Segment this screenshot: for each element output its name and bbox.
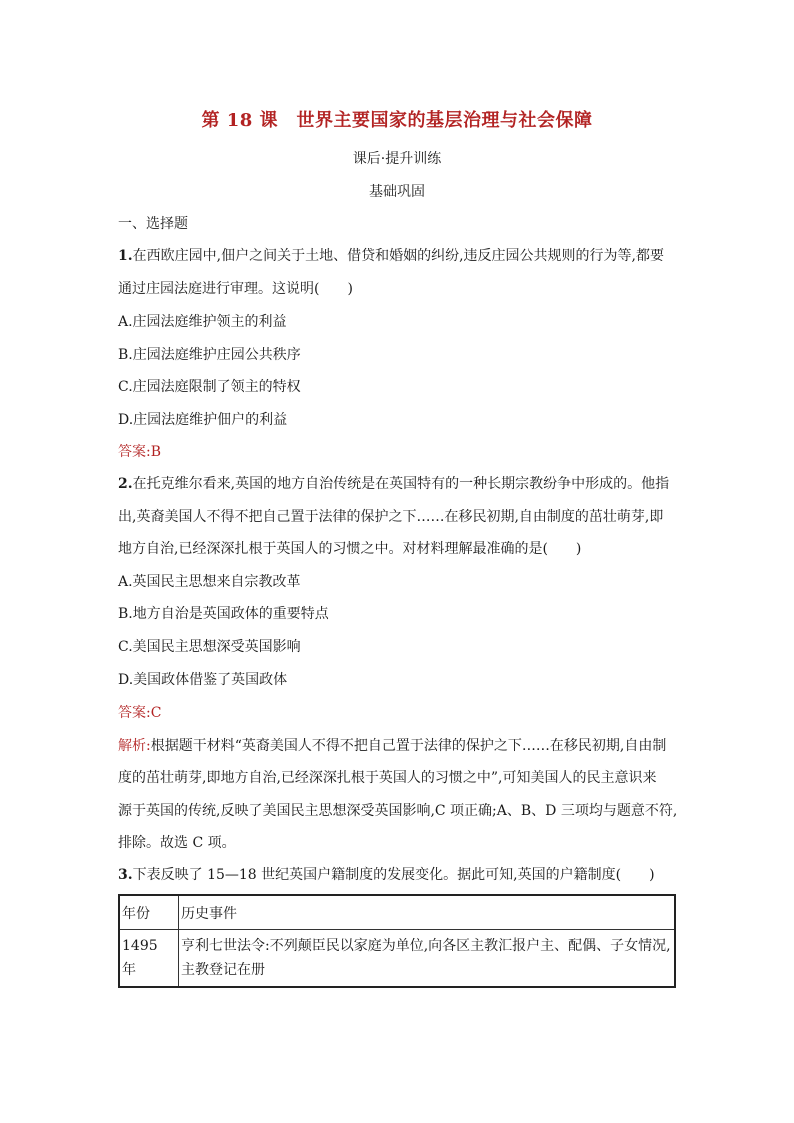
history-table bbox=[118, 894, 676, 988]
lesson-title: 第 18 课 世界主要国家的基层治理与社会保障 bbox=[201, 110, 593, 131]
table-cell-year: 1495 年 bbox=[119, 930, 179, 988]
question-1-stem-1: 在西欧庄园中,佃户之间关于土地、借贷和婚姻的纠纷,违反庄园公共规则的行为等,都要 bbox=[132, 248, 664, 264]
question-1-option-a: A.庄园法庭维护领主的利益 bbox=[118, 314, 287, 330]
question-1-option-b: B.庄园法庭维护庄园公共秩序 bbox=[118, 347, 301, 363]
section-heading: 基础巩固 bbox=[369, 184, 425, 200]
question-2-analysis-line-3: 源于英国的传统,反映了美国民主思想深受英国影响,C 项正确;A、B、D 三项均与题意不符, bbox=[118, 803, 678, 819]
question-3-stem: 下表反映了 15—18 世纪英国户籍制度的发展变化。据此可知,英国的户籍制度( ) bbox=[132, 867, 655, 883]
question-2-line-1 bbox=[118, 473, 669, 493]
question-2-option-c: C.美国民主思想深受英国影响 bbox=[118, 639, 301, 655]
table-row bbox=[119, 930, 675, 988]
analysis-label: 解析: bbox=[118, 738, 151, 754]
question-2-analysis-line-4: 排除。故选 C 项。 bbox=[118, 835, 236, 851]
question-1-line-1 bbox=[118, 245, 664, 265]
question-2-stem-2: 出,英裔美国人不得不把自己置于法律的保护之下……在移民初期,自由制度的茁壮萌芽,即 bbox=[118, 509, 664, 525]
analysis-text-1: 根据题干材料“英裔美国人不得不把自己置于法律的保护之下……在移民初期,自由制 bbox=[150, 738, 667, 754]
question-2-option-d: D.美国政体借鉴了英国政体 bbox=[118, 672, 288, 688]
question-3-number: 3. bbox=[118, 867, 133, 883]
question-3-line-1 bbox=[118, 864, 655, 884]
question-2-stem-3: 地方自治,已经深深扎根于英国人的习惯之中。对材料理解最准确的是( ) bbox=[118, 541, 582, 557]
part-heading: 一、选择题 bbox=[118, 216, 188, 232]
question-2-analysis-line-2: 度的茁壮萌芽,即地方自治,已经深深扎根于英国人的习惯之中”,可知美国人的民主意识来 bbox=[118, 770, 657, 786]
subtitle: 课后·提升训练 bbox=[352, 151, 442, 167]
table-header-year: 年份 bbox=[119, 895, 179, 930]
question-2-answer: 答案:C bbox=[118, 705, 162, 721]
question-1-stem-2: 通过庄园法庭进行审理。这说明( ) bbox=[118, 281, 353, 297]
table-header-event: 历史事件 bbox=[179, 895, 676, 930]
table-cell-event: 亨利七世法令:不列颠臣民以家庭为单位,向各区主教汇报户主、配偶、子女情况,主教登记在册 bbox=[179, 930, 676, 988]
question-2-stem-1: 在托克维尔看来,英国的地方自治传统是在英国特有的一种长期宗教纷争中形成的。他指 bbox=[132, 476, 670, 492]
question-2-analysis-line-1 bbox=[118, 735, 666, 755]
question-1-answer: 答案:B bbox=[118, 444, 162, 460]
question-2-option-b: B.地方自治是英国政体的重要特点 bbox=[118, 606, 329, 622]
table-header-row bbox=[119, 895, 675, 930]
question-1-number: 1. bbox=[118, 248, 133, 264]
question-1-option-c: C.庄园法庭限制了领主的特权 bbox=[118, 379, 301, 395]
question-1-option-d: D.庄园法庭维护佃户的利益 bbox=[118, 412, 288, 428]
question-2-number: 2. bbox=[118, 476, 133, 492]
question-2-option-a: A.英国民主思想来自宗教改革 bbox=[118, 574, 301, 590]
